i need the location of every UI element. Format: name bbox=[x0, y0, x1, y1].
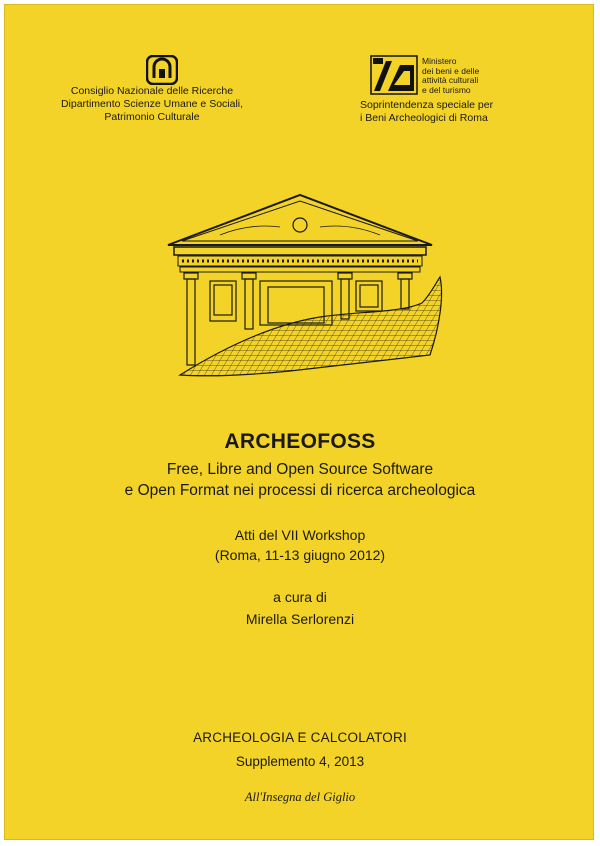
event-date: (Roma, 11-13 giugno 2012) bbox=[214, 547, 386, 563]
institution-right-line-2: i Beni Archeologici di Roma bbox=[360, 112, 488, 124]
publisher: All'Insegna del Giglio bbox=[244, 790, 356, 804]
series-name: ARCHEOLOGIA E CALCOLATORI bbox=[193, 730, 407, 745]
editor-label: a cura di bbox=[273, 589, 327, 605]
temple-mesh-illustration bbox=[160, 185, 460, 385]
ministry-line-3: attività culturali bbox=[422, 75, 479, 85]
ministry-line-2: dei beni e delle bbox=[422, 65, 480, 76]
series-supplement: Supplemento 4, 2013 bbox=[235, 754, 365, 769]
institution-left-line-2: Dipartimento Scienze Umane e Sociali, bbox=[60, 98, 244, 110]
ministry-text bbox=[422, 57, 542, 95]
book-title: ARCHEOFOSS bbox=[224, 430, 376, 453]
institution-right bbox=[360, 99, 550, 125]
institution-left bbox=[57, 85, 247, 124]
book-cover bbox=[4, 4, 594, 840]
cnr-logo-icon bbox=[146, 55, 178, 85]
institution-left-line-3: Patrimonio Culturale bbox=[104, 111, 200, 123]
ministry-logo-icon bbox=[370, 55, 418, 95]
editor-name: Mirella Serlorenzi bbox=[245, 611, 355, 627]
subtitle-line-2: e Open Format nei processi di ricerca archeologica bbox=[124, 482, 476, 499]
ministry-line-1: Ministero bbox=[422, 56, 457, 66]
institution-left-line-1: Consiglio Nazionale delle Ricerche bbox=[70, 85, 234, 97]
proceedings-label: Atti del VII Workshop bbox=[234, 527, 366, 543]
ministry-line-4: e del turismo bbox=[422, 84, 471, 95]
subtitle-line-1: Free, Libre and Open Source Software bbox=[166, 461, 434, 478]
institution-right-line-1: Soprintendenza speciale per bbox=[360, 99, 494, 111]
